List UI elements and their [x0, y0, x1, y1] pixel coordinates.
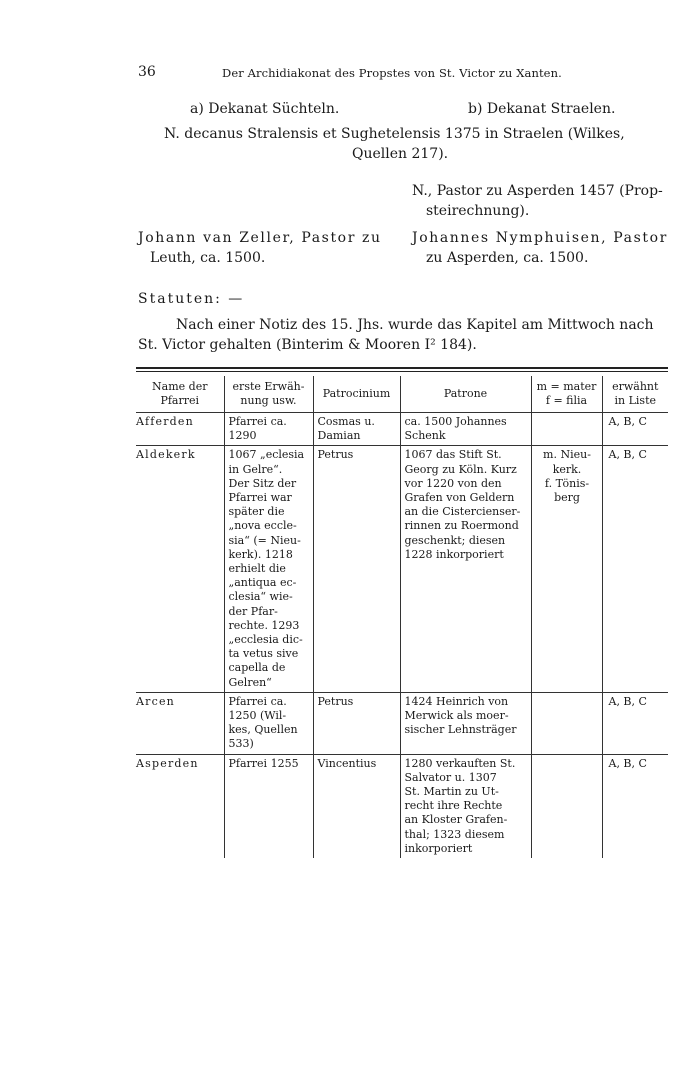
cell-mater: m. Nieu- kerk. f. Tönis- berg [531, 446, 602, 692]
page-number: 36 [138, 64, 156, 80]
cell-liste: A, B, C [602, 754, 668, 858]
statuten-heading: Statuten: — [138, 291, 245, 307]
header-mater-filia: m = mater f = filia [531, 376, 602, 413]
cell-name: Arcen [136, 694, 175, 708]
table-header-row [136, 376, 668, 413]
dekanat-b-heading: b) Dekanat Straelen. [468, 101, 616, 117]
cell-name: Aldekerk [136, 448, 196, 462]
cell-liste: A, B, C [602, 692, 668, 754]
cell-patrone: 1424 Heinrich von Merwick als moer- sischer Lehnsträger [400, 692, 531, 754]
header-name-der-pfarrei: Name der Pfarrei [152, 380, 208, 407]
cell-erste: Pfarrei ca. 1250 (Wil- kes, Quellen 533) [224, 692, 313, 754]
cell-patrone: 1280 verkauften St. Salvator u. 1307 St. Martin zu Ut- recht ihre Rechte an Kloster Grafen- thal; 1323 diesem inkorporiert [400, 754, 531, 858]
decanus-line-2: Quellen 217). [352, 146, 449, 162]
cell-mater [531, 413, 602, 446]
table-row [136, 692, 668, 754]
cell-patrocinium: Petrus [313, 692, 400, 754]
header-erwaehnt-in-liste: erwähnt in Liste [602, 376, 668, 413]
cell-erste: Pfarrei ca. 1290 [224, 413, 313, 446]
decanus-line-1: N. decanus Stralensis et Sughetelensis 1375 in Straelen (Wilkes, [164, 126, 625, 142]
table-top-rule [136, 367, 668, 369]
cell-mater [531, 754, 602, 858]
nymphuisen-place: zu Asperden, ca. 1500. [426, 250, 589, 266]
header-patrocinium: Patrocinium [313, 376, 400, 413]
notiz-line-1: Nach einer Notiz des 15. Jhs. wurde das Kapitel am Mittwoch nach [176, 317, 654, 333]
cell-name: Afferden [136, 415, 194, 428]
cell-erste: 1067 „eclesia in Gelre“. Der Sitz der Pfarrei war später die „nova eccle- sia“ (= Nieu- kerk). 1218 erhielt die „antiqua ec- clesia“ wie- der Pfar- rechte. 1293 „ecclesia dic- ta vetus sive capella de Gelren“ [224, 446, 313, 692]
cell-liste: A, B, C [602, 413, 668, 446]
cell-mater [531, 692, 602, 754]
cell-patrone: ca. 1500 Johannes Schenk [400, 413, 531, 446]
table-row [136, 413, 668, 446]
table-top-rule-thin [136, 371, 668, 372]
cell-patrocinium: Cosmas u. Damian [313, 413, 400, 446]
running-head: Der Archidiakonat des Propstes von St. Victor zu Xanten. [222, 66, 562, 80]
pastor-asperden-line-1: N., Pastor zu Asperden 1457 (Prop- [412, 183, 663, 199]
cell-erste: Pfarrei 1255 [224, 754, 313, 858]
dekanat-a-heading: a) Dekanat Süchteln. [190, 101, 340, 117]
zeller-place: Leuth, ca. 1500. [150, 250, 266, 266]
cell-patrone: 1067 das Stift St. Georg zu Köln. Kurz vor 1220 von den Grafen von Geldern an die Cistercienser- rinnen zu Roermond geschenkt; diesen 1228 inkorporiert [400, 446, 531, 692]
cell-liste: A, B, C [602, 446, 668, 692]
nymphuisen-entry: Johannes Nymphuisen, Pastor [412, 230, 668, 246]
header-erste-erwaehnung: erste Erwäh- nung usw. [224, 376, 313, 413]
table-row [136, 446, 668, 692]
cell-patrocinium: Vincentius [313, 754, 400, 858]
header-patrone: Patrone [400, 376, 531, 413]
pastor-asperden-line-2: steirechnung). [426, 203, 530, 219]
zeller-entry: Johann van Zeller, Pastor zu [138, 230, 382, 246]
cell-name: Asperden [136, 756, 199, 770]
pfarrei-table [136, 376, 668, 858]
notiz-line-2: St. Victor gehalten (Binterim & Mooren I² 184). [138, 337, 477, 353]
table-row [136, 754, 668, 858]
page-header [138, 64, 668, 84]
cell-patrocinium: Petrus [313, 446, 400, 692]
